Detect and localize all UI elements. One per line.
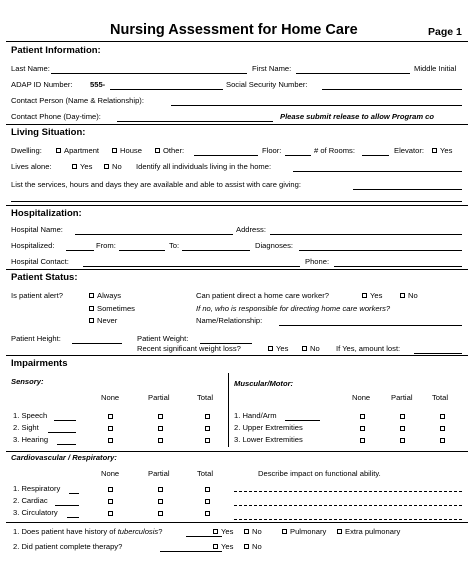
tb-pulmonary-option[interactable]: Pulmonary bbox=[282, 527, 326, 536]
amount-lost-field[interactable] bbox=[414, 353, 462, 354]
checkbox[interactable] bbox=[112, 148, 117, 153]
first-name-label: First Name: bbox=[252, 64, 292, 73]
lives-alone-no-option[interactable]: No bbox=[104, 162, 122, 171]
checkbox[interactable] bbox=[89, 318, 94, 323]
identify-individuals-label: Identify all individuals living in the home: bbox=[136, 162, 272, 171]
identify-individuals-field[interactable] bbox=[293, 171, 462, 172]
last-name-label: Last Name: bbox=[11, 64, 50, 73]
weight-loss-no-option[interactable]: No bbox=[302, 344, 320, 353]
section-patient-status: Patient Status: bbox=[11, 272, 78, 283]
divider bbox=[6, 451, 468, 452]
diagnoses-field[interactable] bbox=[299, 250, 462, 251]
amount-lost-label: If Yes, amount lost: bbox=[336, 344, 401, 353]
patient-weight-label: Patient Weight: bbox=[137, 334, 189, 343]
floor-label: Floor: bbox=[262, 146, 282, 155]
sensory-heading: Sensory: bbox=[11, 377, 44, 386]
impairment-checkbox[interactable] bbox=[400, 414, 405, 419]
motor-hand-arm-label: 1. Hand/Arm bbox=[234, 411, 277, 420]
cardio-respiratory-label: 1. Respiratory bbox=[13, 484, 61, 493]
elevator-label: Elevator: bbox=[394, 146, 424, 155]
diagnoses-label: Diagnoses: bbox=[255, 241, 293, 250]
to-label: To: bbox=[169, 241, 180, 250]
respiratory-underline bbox=[69, 493, 79, 494]
impairment-checkbox[interactable] bbox=[205, 438, 210, 443]
col-partial-left: Partial bbox=[148, 393, 170, 402]
impairment-checkbox[interactable] bbox=[400, 438, 405, 443]
sight-underline bbox=[48, 432, 76, 433]
impairment-checkbox[interactable] bbox=[108, 487, 113, 492]
direct-worker-label: Can patient direct a home care worker? bbox=[196, 291, 329, 300]
dwelling-other-option[interactable]: Other: bbox=[155, 146, 184, 155]
impairment-checkbox[interactable] bbox=[205, 511, 210, 516]
describe-impact-field-2[interactable] bbox=[234, 505, 462, 506]
col-total-left: Total bbox=[197, 393, 214, 402]
checkbox[interactable] bbox=[89, 306, 94, 311]
impairment-checkbox[interactable] bbox=[440, 426, 445, 431]
impairment-checkbox[interactable] bbox=[440, 438, 445, 443]
checkbox[interactable] bbox=[400, 293, 405, 298]
lives-alone-yes-option[interactable]: Yes bbox=[72, 162, 92, 171]
impairment-checkbox[interactable] bbox=[158, 499, 163, 504]
circulatory-underline bbox=[67, 517, 79, 518]
page-title: Nursing Assessment for Home Care bbox=[110, 22, 358, 38]
checkbox[interactable] bbox=[302, 346, 307, 351]
hospital-name-field[interactable] bbox=[75, 234, 233, 235]
impairment-checkbox[interactable] bbox=[440, 414, 445, 419]
col-none-cardio: None bbox=[101, 469, 120, 478]
divider bbox=[6, 522, 468, 523]
adap-prefix: 555- bbox=[90, 80, 106, 89]
address-field[interactable] bbox=[270, 234, 462, 235]
last-name-field[interactable] bbox=[51, 73, 247, 74]
middle-initial-label: Middle Initial bbox=[414, 64, 457, 73]
divider bbox=[6, 355, 468, 356]
impairment-checkbox[interactable] bbox=[360, 414, 365, 419]
therapy-yes-option[interactable]: Yes bbox=[213, 542, 233, 551]
impairment-checkbox[interactable] bbox=[400, 426, 405, 431]
hearing-underline bbox=[57, 444, 76, 445]
checkbox[interactable] bbox=[72, 164, 77, 169]
weight-loss-yes-option[interactable]: Yes bbox=[268, 344, 288, 353]
rooms-label: # of Rooms: bbox=[314, 146, 355, 155]
col-total-cardio: Total bbox=[197, 469, 214, 478]
adap-id-label: ADAP ID Number: bbox=[11, 80, 73, 89]
name-relationship-label: Name/Relationship: bbox=[196, 316, 263, 325]
impairment-checkbox[interactable] bbox=[108, 511, 113, 516]
impairment-checkbox[interactable] bbox=[108, 426, 113, 431]
therapy-underline bbox=[160, 551, 222, 552]
contact-phone-label: Contact Phone (Day-time): bbox=[11, 112, 101, 121]
dwelling-label: Dwelling: bbox=[11, 146, 42, 155]
impairment-checkbox[interactable] bbox=[158, 487, 163, 492]
phone-label: Phone: bbox=[305, 257, 330, 266]
cardio-cardiac-label: 2. Cardiac bbox=[13, 496, 48, 505]
phone-field[interactable] bbox=[334, 266, 462, 267]
impairment-checkbox[interactable] bbox=[360, 426, 365, 431]
contact-phone-field[interactable] bbox=[117, 121, 273, 122]
section-living-situation: Living Situation: bbox=[11, 127, 86, 138]
col-partial-cardio: Partial bbox=[148, 469, 170, 478]
cardio-circulatory-label: 3. Circulatory bbox=[13, 508, 58, 517]
describe-impact-field-3[interactable] bbox=[234, 519, 462, 520]
motor-lower-label: 3. Lower Extremities bbox=[234, 435, 303, 444]
checkbox[interactable] bbox=[89, 293, 94, 298]
patient-alert-label: Is patient alert? bbox=[11, 291, 63, 300]
impairment-checkbox[interactable] bbox=[158, 414, 163, 419]
page-number: Page 1 bbox=[428, 26, 462, 38]
to-field[interactable] bbox=[182, 250, 250, 251]
hospital-contact-label: Hospital Contact: bbox=[11, 257, 69, 266]
describe-impact-field-1[interactable] bbox=[234, 491, 462, 492]
impairment-checkbox[interactable] bbox=[205, 499, 210, 504]
name-relationship-field[interactable] bbox=[279, 325, 462, 326]
hospitalized-label: Hospitalized: bbox=[11, 241, 55, 250]
impairment-checkbox[interactable] bbox=[158, 426, 163, 431]
dwelling-house-option[interactable]: House bbox=[112, 146, 142, 155]
impairment-checkbox[interactable] bbox=[108, 414, 113, 419]
first-name-field[interactable] bbox=[296, 73, 410, 74]
impairment-checkbox[interactable] bbox=[205, 426, 210, 431]
sensory-hearing-label: 3. Hearing bbox=[13, 435, 49, 444]
therapy-no-option[interactable]: No bbox=[244, 542, 262, 551]
impairment-checkbox[interactable] bbox=[205, 414, 210, 419]
cardiac-underline bbox=[55, 505, 79, 506]
divider bbox=[6, 124, 468, 125]
release-note: Please submit release to allow Program co bbox=[280, 112, 435, 121]
section-hospitalization: Hospitalization: bbox=[11, 208, 82, 219]
impairment-checkbox[interactable] bbox=[108, 499, 113, 504]
alert-always-option[interactable]: Always bbox=[89, 291, 121, 300]
tb-history-underline bbox=[186, 536, 222, 537]
dwelling-apartment-option[interactable]: Apartment bbox=[56, 146, 99, 155]
checkbox[interactable] bbox=[244, 544, 249, 549]
adap-id-field[interactable] bbox=[110, 89, 223, 90]
checkbox[interactable] bbox=[155, 148, 160, 153]
sensory-speech-label: 1. Speech bbox=[13, 411, 48, 420]
col-none-left: None bbox=[101, 393, 120, 402]
tb-yes-option[interactable]: Yes bbox=[213, 527, 233, 536]
checkbox[interactable] bbox=[282, 529, 287, 534]
direct-worker-yes-option[interactable]: Yes bbox=[362, 291, 382, 300]
checkbox[interactable] bbox=[432, 148, 437, 153]
checkbox[interactable] bbox=[213, 544, 218, 549]
contact-person-field[interactable] bbox=[171, 105, 462, 106]
section-patient-information: Patient Information: bbox=[11, 45, 101, 56]
impairment-checkbox[interactable] bbox=[158, 511, 163, 516]
speech-underline bbox=[54, 420, 76, 421]
hospitalized-field[interactable] bbox=[66, 250, 94, 251]
sensory-sight-label: 2. Sight bbox=[13, 423, 39, 432]
divider bbox=[6, 41, 468, 42]
cardiovascular-respiratory-heading: Cardiovascular / Respiratory: bbox=[11, 453, 117, 462]
from-field[interactable] bbox=[119, 250, 165, 251]
if-no-responsible-label: If no, who is responsible for directing home care workers? bbox=[196, 304, 391, 313]
contact-person-label: Contact Person (Name & Relationship): bbox=[11, 96, 144, 105]
patient-height-label: Patient Height: bbox=[11, 334, 61, 343]
column-divider bbox=[228, 373, 229, 447]
section-impairments: Impairments bbox=[11, 358, 68, 369]
impairment-checkbox[interactable] bbox=[108, 438, 113, 443]
muscular-motor-heading: Muscular/Motor: bbox=[234, 379, 294, 388]
checkbox[interactable] bbox=[56, 148, 61, 153]
hand-arm-underline bbox=[285, 420, 320, 421]
divider bbox=[6, 269, 468, 270]
tb-extra-pulmonary-option[interactable]: Extra pulmonary bbox=[337, 527, 400, 536]
alert-sometimes-option[interactable]: Sometimes bbox=[89, 304, 135, 313]
col-none-right: None bbox=[352, 393, 371, 402]
patient-height-field[interactable] bbox=[72, 343, 122, 344]
elevator-yes-option[interactable]: Yes bbox=[432, 146, 452, 155]
checkbox[interactable] bbox=[104, 164, 109, 169]
address-label: Address: bbox=[236, 225, 266, 234]
col-partial-right: Partial bbox=[391, 393, 413, 402]
direct-worker-no-option[interactable]: No bbox=[400, 291, 418, 300]
divider bbox=[6, 205, 468, 206]
motor-upper-label: 2. Upper Extremities bbox=[234, 423, 303, 432]
checkbox[interactable] bbox=[213, 529, 218, 534]
tb-no-option[interactable]: No bbox=[244, 527, 262, 536]
checkbox[interactable] bbox=[362, 293, 367, 298]
dwelling-other-field[interactable] bbox=[194, 155, 258, 156]
impairment-checkbox[interactable] bbox=[205, 487, 210, 492]
services-label: List the services, hours and days they are available and able to assist with care giving: bbox=[11, 180, 301, 189]
services-field[interactable] bbox=[353, 189, 462, 190]
hospital-name-label: Hospital Name: bbox=[11, 225, 63, 234]
impairment-checkbox[interactable] bbox=[158, 438, 163, 443]
therapy-question: 2. Did patient complete therapy? bbox=[13, 542, 123, 551]
describe-impact-label: Describe impact on functional ability. bbox=[258, 469, 381, 478]
checkbox[interactable] bbox=[268, 346, 273, 351]
tb-history-question: 1. Does patient have history of tuberculosis? bbox=[13, 527, 163, 536]
ssn-field[interactable] bbox=[322, 89, 462, 90]
hospital-contact-field[interactable] bbox=[83, 266, 300, 267]
checkbox[interactable] bbox=[244, 529, 249, 534]
alert-never-option[interactable]: Never bbox=[89, 316, 117, 325]
from-label: From: bbox=[96, 241, 116, 250]
col-total-right: Total bbox=[432, 393, 449, 402]
rooms-field[interactable] bbox=[362, 155, 389, 156]
ssn-label: Social Security Number: bbox=[226, 80, 308, 89]
weight-loss-label: Recent significant weight loss? bbox=[137, 344, 241, 353]
services-field-2[interactable] bbox=[11, 201, 462, 202]
impairment-checkbox[interactable] bbox=[360, 438, 365, 443]
lives-alone-label: Lives alone: bbox=[11, 162, 52, 171]
floor-field[interactable] bbox=[285, 155, 311, 156]
checkbox[interactable] bbox=[337, 529, 342, 534]
